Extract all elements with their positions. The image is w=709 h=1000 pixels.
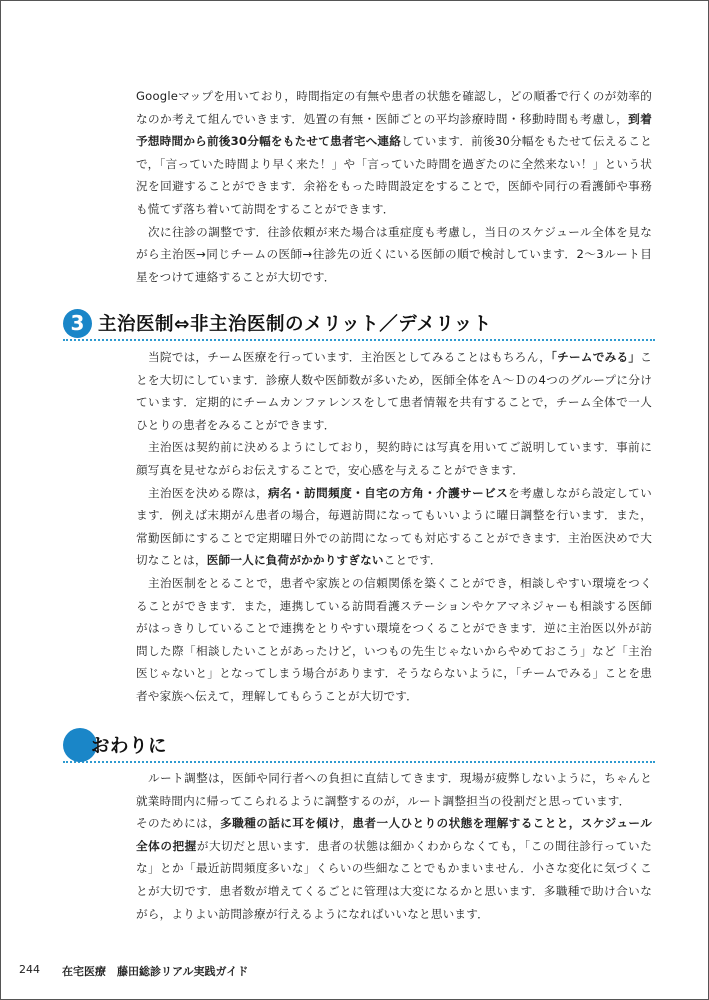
section-3-paragraph-2: 主治医は契約前に決めるようにしており，契約時には写真を用いてご説明しています．事前に顔写真を見せながらお伝えすることで，安心感を与えることができます．	[136, 440, 652, 477]
text-run: を考慮しながら設定しています．例えば末期がん患者の場合，毎週訪問になってもいいように曜日調整を行います．また，常勤医師にすることで定期曜日外での訪問になっても対応することができます．主治医決めで大切なことは，	[136, 485, 652, 568]
section-3-paragraph-3	[136, 482, 652, 572]
emphasis-text: 病名・訪問頻度・自宅の方角・介護サービス	[268, 485, 509, 500]
text-run: 主治医を決める際は，	[148, 485, 269, 500]
text-run: が大切だと思います．患者の状態は細かくわからなくても，「この間往診行っていたな」とか「最近訪問頻度多いな」くらいの些細なことでもかまいません．小さな変化に気づくことが大切です．患者数が増えてくるごとに管理は大変になるかと思います．多職種で助け合いながら，よりよい訪問診療が行えるようになればいいなと思います．	[136, 838, 652, 921]
page-footer	[19, 963, 248, 979]
emphasis-text: 患者一人ひとりの状態を理解することと，スケジュール全体の把握	[136, 816, 653, 853]
intro-paragraph-1	[136, 85, 652, 221]
text-run: 当院では，チーム医療を行っています．主治医としてみることはもちろん，	[148, 350, 552, 364]
emphasis-text: 「チームでみる」	[551, 350, 641, 364]
section-title: 主治医制⇔非主治医制のメリット／デメリット	[98, 314, 492, 335]
closing-paragraph-2	[136, 812, 652, 925]
emphasis-text: 到着予想時間から前後30分幅をもたせて患者宅へ連絡	[136, 111, 652, 149]
section-3-body	[136, 346, 652, 708]
section-3-paragraph-4: 主治医制をとることで，患者や家族との信頼関係を築くことができ，相談しやすい環境をつくることができます．また，連携している訪問看護ステーションやケアマネジャーも相談する医師がはっきりしていることで連携をとりやすい環境をつくることができます．逆に主治医以外が訪問した際「相談したいことがあったけど，いつもの先生じゃないからやめておこう」など「主治医じゃないと」となってしまう場合があります．そうならないように，「チームでみる」ことを患者や家族へ伝えて，理解してもらうことが大切です．	[136, 575, 652, 703]
book-title: 在宅医療 藤田総診リアル実践ガイド	[62, 965, 249, 978]
section-3-heading	[63, 307, 655, 341]
intro-block	[136, 85, 652, 288]
closing-title: おわりに	[91, 736, 168, 757]
text-run: しています．前後30分幅をもたせて伝えることで，「言っていた時間より早く来た！」や「言っていた時間を過ぎたのに全然来ない！」という状況を回避することができます．余裕をもった時間設定をすることで，医師や同行の看護師や事務も慌てず落ち着いて訪問をすることができます．	[136, 134, 652, 216]
text-run: ことです．	[383, 553, 442, 568]
section-number-badge: 3	[63, 309, 92, 338]
emphasis-text: 多職種の話に耳を傾け	[220, 816, 341, 831]
page-number: 244	[19, 963, 40, 976]
text-run: Googleマップを用いており，時間指定の有無や患者の状態を確認し，どの順番で行くのが効率的なのか考えて組んでいきます．処置の有無・医師ごとの平均診療時間・移動時間も考慮し，	[136, 89, 652, 126]
closing-body	[136, 767, 652, 925]
text-run: そのためには，	[136, 816, 221, 831]
text-run: ，	[340, 816, 353, 831]
text-run: ことを大切にしています．診療人数や医師数が多いため，医師全体をＡ～Ｄの4つのグループに分けています．定期的にチームカンファレンスをして患者情報を共有することで，チーム全体で一人ひとりの患者をみることができます．	[136, 350, 652, 432]
closing-heading	[63, 729, 655, 763]
closing-paragraph-1: ルート調整は，医師や同行者への負担に直結してきます．現場が疲弊しないように，ちゃんと就業時間内に帰ってこられるように調整するのが，ルート調整担当の役割だと思っています．	[136, 771, 652, 808]
emphasis-text: 医師一人に負荷がかかりすぎない	[206, 553, 384, 568]
section-3-paragraph-1	[136, 346, 652, 436]
intro-paragraph-2: 次に往診の調整です．往診依頼が来た場合は重症度も考慮し，当日のスケジュール全体を見ながら主治医→同じチームの医師→往診先の近くにいる医師の順で検討しています．2～3ルート目星をつけて連絡することが大切です．	[136, 224, 652, 284]
